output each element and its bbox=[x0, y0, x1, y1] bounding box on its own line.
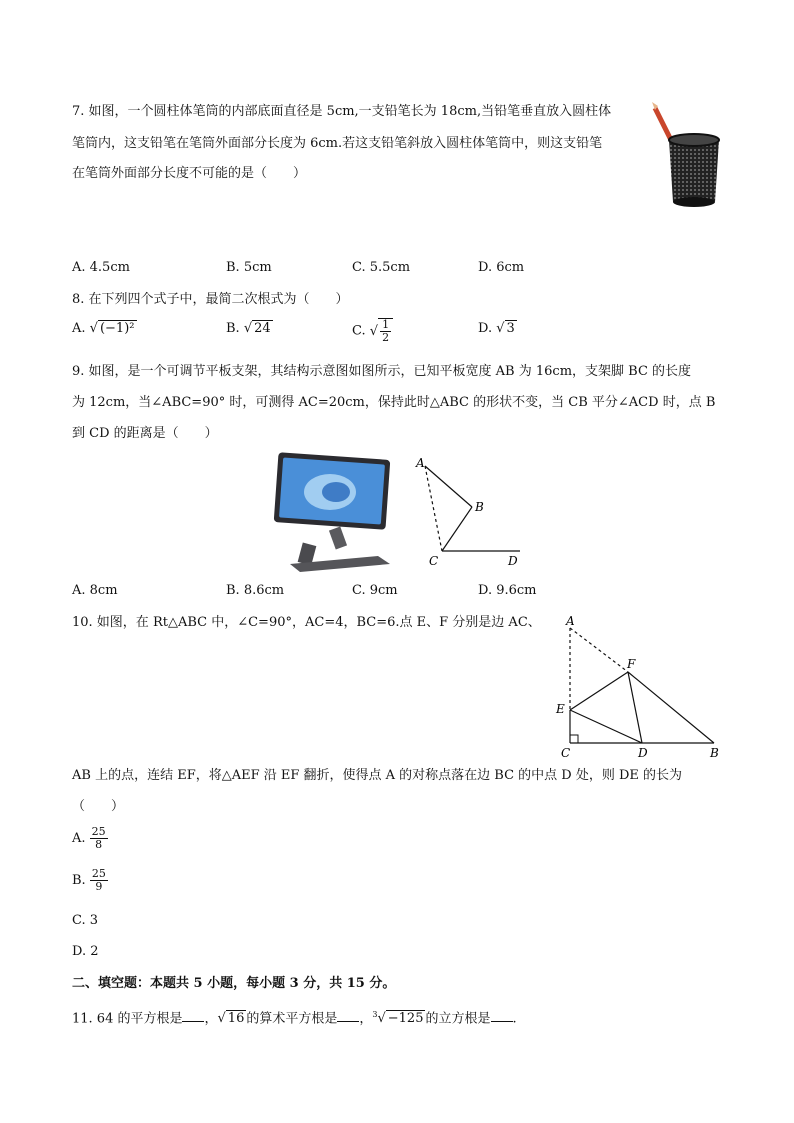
q10-option-c: C. 3 bbox=[72, 913, 99, 928]
q9-label-b: B bbox=[475, 500, 484, 514]
q11-blank-2[interactable] bbox=[337, 1009, 359, 1022]
q10-option-b: B. $\frac{25}{9}$ bbox=[72, 867, 106, 893]
q8-option-c: C. √ $\frac{1}{2}$ bbox=[352, 318, 393, 344]
q7-option-a: A. 4.5cm bbox=[72, 260, 130, 275]
q10-label-a: A bbox=[566, 614, 575, 628]
q10-line-2: AB 上的点，连结 EF，将△AEF 沿 EF 翻折，使得点 A 的对称点落在边 BC 的中点 D 处，则 DE 的长为 bbox=[72, 768, 683, 783]
section-2-heading: 二、填空题：本题共 5 小题，每小题 3 分，共 15 分。 bbox=[72, 976, 396, 991]
q7-option-c: C. 5.5cm bbox=[352, 260, 411, 275]
q9-label-a: A bbox=[416, 456, 425, 470]
q9-option-b: B. 8.6cm bbox=[226, 583, 285, 598]
q10-label-e: E bbox=[556, 702, 565, 716]
q8-option-d: D. √ 3 bbox=[478, 321, 515, 336]
q10-line-1: 10. 如图，在 Rt△ABC 中，∠C=90°，AC=4，BC=6.点 E、F 分别是边 AC、 bbox=[72, 615, 541, 630]
q9-label-d: D bbox=[508, 554, 518, 568]
q7-line-1: 7. 如图，一个圆柱体笔筒的内部底面直径是 5cm,一支铅笔长为 18cm,当铅笔垂直放入圆柱体 bbox=[72, 104, 612, 119]
q8-option-a: A. √ (−1)² bbox=[72, 321, 135, 336]
q8-option-b: B. √ 24 bbox=[226, 321, 271, 336]
q11-blank-1[interactable] bbox=[182, 1009, 204, 1022]
q7-option-d: D. 6cm bbox=[478, 260, 525, 275]
tablet-stand-image bbox=[270, 452, 395, 574]
q7-line-3: 在笔筒外面部分长度不可能的是（ ） bbox=[72, 166, 307, 181]
q9-label-c: C bbox=[429, 554, 439, 568]
q10-line-3: （ ） bbox=[72, 799, 125, 814]
q7-option-b: B. 5cm bbox=[226, 260, 272, 275]
q10-option-d: D. 2 bbox=[72, 944, 99, 959]
q10-label-f: F bbox=[627, 657, 636, 671]
q9-line-2: 为 12cm，当∠ABC=90° 时，可测得 AC=20cm，保持此时△ABC 的形状不变，当 CB 平分∠ACD 时，点 B bbox=[72, 395, 716, 410]
q11-line: 11. 64 的平方根是 ，√ 16 的算术平方根是 ，$^3$√ −125 的立方根是 . bbox=[72, 1010, 517, 1027]
q9-option-d: D. 9.6cm bbox=[478, 583, 537, 598]
q10-diagram bbox=[548, 612, 728, 762]
q10-label-c: C bbox=[561, 746, 571, 760]
q9-line-3: 到 CD 的距离是（ ） bbox=[72, 426, 218, 441]
q7-line-2: 笔筒内，这支铅笔在笔筒外面部分长度为 6cm.若这支铅笔斜放入圆柱体笔筒中，则这支铅笔 bbox=[72, 136, 603, 151]
q9-diagram bbox=[410, 450, 540, 575]
q9-line-1: 9. 如图，是一个可调节平板支架，其结构示意图如图所示，已知平板宽度 AB 为 16cm，支架脚 BC 的长度 bbox=[72, 364, 692, 379]
q9-option-a: A. 8cm bbox=[72, 583, 118, 598]
q10-option-a: A. $\frac{25}{8}$ bbox=[72, 825, 106, 851]
q8-stem: 8. 在下列四个式子中，最简二次根式为（ ） bbox=[72, 292, 349, 307]
q11-blank-3[interactable] bbox=[491, 1009, 513, 1022]
q10-label-d: D bbox=[638, 746, 648, 760]
q10-label-b: B bbox=[710, 746, 719, 760]
q9-option-c: C. 9cm bbox=[352, 583, 398, 598]
pen-holder-image bbox=[645, 100, 725, 215]
